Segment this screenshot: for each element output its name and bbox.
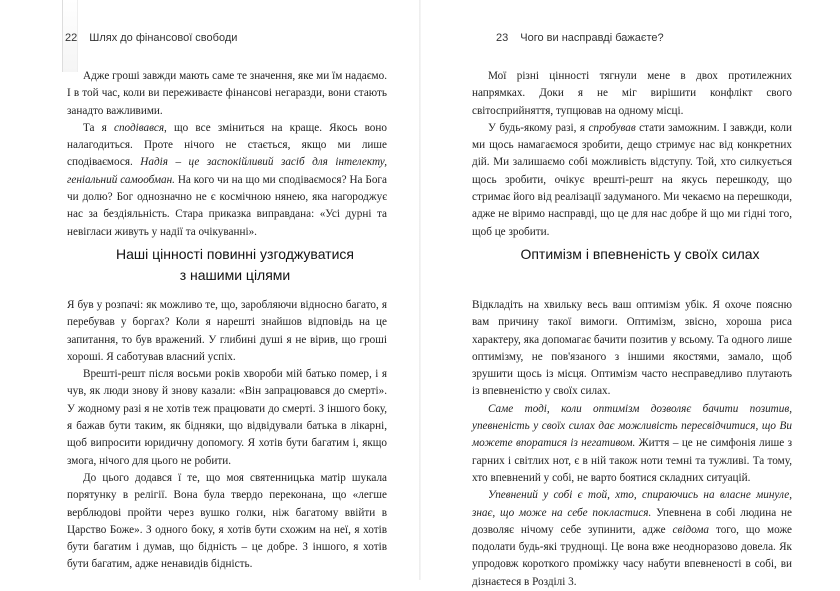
italic-emphasis: сподівався bbox=[114, 121, 165, 134]
italic-emphasis: Саме тоді, коли оптимізм дозволяє бачити позитив, упевненість у своїх силах дає можливість пересвідчитися, що Ви можете впоратися із негативом. bbox=[472, 402, 792, 450]
italic-emphasis: свідома bbox=[672, 523, 710, 536]
paragraph: Я був у розпачі: як можливо те, що, заробляючи відносно багато, я перебував у боргах? Коли я нарешті знайшов відповідь на це запитання, то був вражений. У глибині душі я не вірив, що гроші хороші. Я саботував власний успіх. bbox=[67, 299, 387, 363]
left-running-head: Шлях до фінансової свободи bbox=[89, 32, 238, 44]
left-page-number: 22 bbox=[65, 32, 78, 44]
paragraph: У будь-якому разі, я спробував стати заможним. І завжди, коли ми щось намагаємося зробити, дещо стримує нас від конкретних дій. Ми залишаємо собі можливість відступу. Той, хто силкується щось зробити, очікує врешті-решт на якусь перешкоду, що стримає його від реалізації задуманого. Ми чекаємо на перешкоди, адже не віримо насправді, що це для нас добре й що ми гідні того, щоб це зробити. bbox=[472, 121, 792, 238]
paragraph: Відкладіть на хвильку весь ваш оптимізм убік. Я охоче поясню вам причину такої вимоги. Оптимізм, звісно, хороша риса характеру, яка допомагає бачити позитив у всьому. Та одного лише оптимізму, не пов'язаного з іншими якостями, замало, щоб зрушити щось із місця. Оптимізм часто несправедливо плутають із впевненістю у своїх силах. bbox=[472, 299, 792, 398]
paragraph: Саме тоді, коли оптимізм дозволяє бачити позитив, упевненість у своїх силах дає можливість пересвідчитися, що Ви можете впоратися із негативом. Життя – це не симфонія лише з гарних і світлих нот, є в ній також ноти темні та тужливі. Та тому, хто впевнений у собі, не варто боятися складних ситуацій. bbox=[472, 402, 792, 484]
left-intro-text bbox=[67, 68, 387, 241]
italic-emphasis: спробував bbox=[588, 121, 636, 134]
paragraph: Мої різні цінності тягнули мене в двох протилежних напрямках. Доки я не міг вирішити конфлікт свого світосприйняття, тупцював на одному місці. bbox=[472, 70, 792, 117]
left-section-title-line2: з нашими цілями bbox=[179, 267, 291, 283]
right-running-header bbox=[496, 32, 664, 44]
left-section-text bbox=[67, 297, 387, 574]
left-section-title-line1: Наші цінності повинні узгоджуватися bbox=[116, 246, 354, 262]
left-page bbox=[45, 0, 385, 580]
right-page bbox=[460, 0, 800, 588]
paragraph: Упевнений у собі є той, хто, спираючись на власне минуле, знає, що може на себе покластися. Упевнена в собі людина не дозволяє нічому себе зупинити, адже свідома того, що може подолати будь-які труднощі. Це вона вже неодноразово довела. Як упродовж короткого проміжку часу набути впевненості в собі, ви дізнаєтеся в Розділі 3. bbox=[472, 489, 792, 588]
paragraph: До цього додався ї те, що моя святенницька матір шукала порятунку в релігії. Вона була твердо переконана, що «легше верблюдові пройти через вушко голки, ніж багатому ввійти в Царство Боже». З одного боку, я хотів бути схожим на неї, я хотів бути багатим і думав, що бідність – це добре. З іншого, я хотів бути багатим, адже ненавидів бідність. bbox=[67, 471, 387, 571]
paragraph: Адже гроші завжди мають саме те значення, яке ми їм надаємо. І в той час, коли ви переживаєте фінансові негаразди, вони стають занадто важливими. bbox=[67, 70, 387, 117]
paragraph: Врешті-решт після восьми років хвороби мій батько помер, і я чув, як люди знову й знову казали: «Він запрацювався до смерті». У жодному разі я не хотів теж працювати до смерті. З іншого боку, я бажав бути таким, як бідняки, що відвідували батька в лікарні, щоб випросити юридичну допомогу. Я хотів бути багатим і, якщо змога, нічого для цього не робити. bbox=[67, 368, 387, 467]
right-page-number: 23 bbox=[496, 32, 509, 44]
right-running-head: Чого ви насправді бажаєте? bbox=[520, 32, 664, 44]
left-section-title bbox=[65, 244, 405, 286]
right-section-title: Оптимізм і впевненість у своїх силах bbox=[520, 246, 760, 262]
italic-emphasis: Упевнений у собі є той, хто, спираючись на власне минуле, знає, що може на себе покластися. bbox=[472, 489, 792, 519]
left-running-header bbox=[65, 32, 237, 44]
book-gutter bbox=[419, 0, 421, 580]
right-section-text bbox=[472, 297, 792, 591]
right-intro-text bbox=[472, 68, 792, 241]
italic-emphasis: Надія – це заспокійливий засіб для інтелекту, геніальний самообман. bbox=[67, 156, 387, 186]
paragraph: Та я сподівався, що все зміниться на краще. Якось воно налагодиться. Проте нічого не стається, якщо ми лише сподіваємося. Надія – це заспокійливий засіб для інтелекту, геніальний самообман. На кого чи на що ми сподіваємося? На Бога чи долю? Бог однозначно не є космічною нянею, яка нагороджує нас за бездіяльність. Стара приказка виправдана: «Усі дурні та невігласи живуть у надії та очікуванні». bbox=[67, 121, 387, 238]
